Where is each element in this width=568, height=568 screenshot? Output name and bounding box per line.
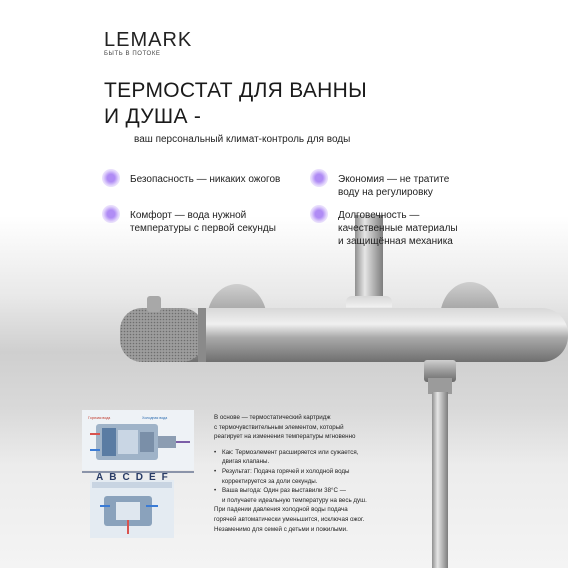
feature-comfort: Комфорт — вода нужной температуры с первой секунды bbox=[130, 209, 276, 235]
list-item: • Результат: Подача горячей и холодной воды корректируется за доли секунды. bbox=[214, 467, 424, 486]
feature-safety: Безопасность — никаких ожогов bbox=[130, 173, 280, 186]
feature-durability: Долговечность — качественные материалы и защищённая механика bbox=[338, 209, 458, 248]
list-item: • Ваша выгода: Один раз выставили 38°C — и получаете идеальную температуру на весь душ. bbox=[214, 486, 424, 505]
bullet-dot-icon bbox=[310, 205, 328, 223]
safety-button bbox=[147, 296, 161, 312]
list-item: • Как: Термоэлемент расширяется или сужается, двигая клапаны. bbox=[214, 448, 424, 467]
outlet-pipe bbox=[432, 392, 448, 568]
brand-name: LEMARK bbox=[104, 29, 193, 51]
feature-economy: Экономия — не тратите воду на регулировку bbox=[338, 173, 449, 199]
page-title bbox=[104, 78, 484, 130]
hot-water-label: Горячая вода bbox=[88, 416, 111, 420]
page-title-line-1: ТЕРМОСТАТ ДЛЯ ВАННЫ bbox=[104, 79, 368, 102]
bullet-dot-icon bbox=[102, 169, 120, 187]
brand-logo bbox=[104, 30, 192, 57]
diagram-part-labels: ABCDEF bbox=[96, 472, 174, 483]
subtitle: ваш персональный климат-контроль для воды bbox=[134, 134, 351, 145]
cold-water-label: Холодная вода bbox=[142, 416, 168, 420]
bullet-dot-icon bbox=[102, 205, 120, 223]
page-title-line-2: И ДУША - bbox=[104, 105, 202, 128]
brand-tagline: БЫТЬ В ПОТОКЕ bbox=[104, 51, 161, 57]
temperature-handle bbox=[120, 308, 204, 362]
description-text: В основе — термостатический картридж с термочувствительным элементом, который реагирует на изменения температуры мгновенно • Как: Термоэлемент расширяется или сужается, двигая клапаны. • Результат: Подача горячей и холодной воды корректируется за доли секунды. • Ваша выгода: Один раз выставили 38°C — и получаете идеальную температуру на весь душ. При падении давления холодной воды подача горячей автоматически уменьшится, исключая ожог. Незаменимо для семей с детьми и пожилыми. bbox=[214, 413, 424, 534]
bullet-dot-icon bbox=[310, 169, 328, 187]
